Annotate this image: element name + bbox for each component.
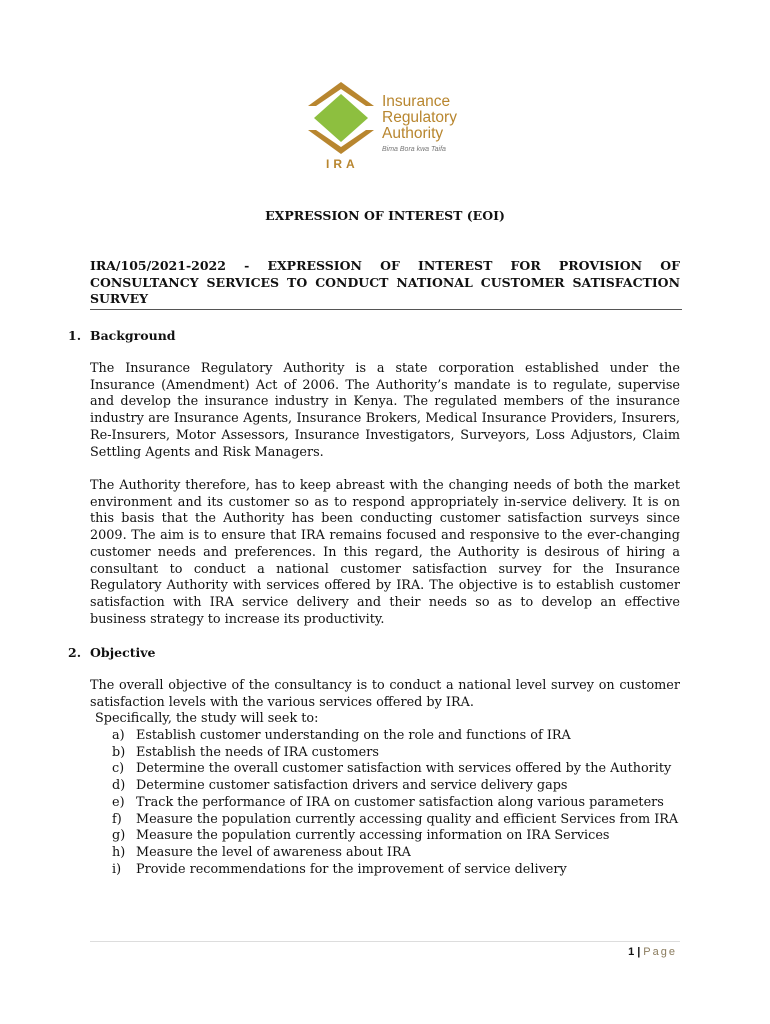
ira-emblem-icon	[306, 80, 376, 160]
list-item: h) Measure the level of awareness about IRA	[112, 844, 411, 860]
list-item: d) Determine customer satisfaction drivers and service delivery gaps	[112, 778, 568, 794]
objective-list	[95, 728, 680, 878]
list-item: i) Provide recommendations for the improvement of service delivery	[112, 861, 567, 877]
document-subject: IRA/105/2021-2022 - EXPRESSION OF INTEREST FOR PROVISION OF CONSULTANCY SERVICES TO CONDUCT NATIONAL CUSTOMER SATISFACTION SURVEY	[90, 258, 680, 306]
list-item: e) Track the performance of IRA on customer satisfaction along various parameters	[112, 794, 664, 810]
objective-paragraph: The overall objective of the consultancy is to conduct a national level survey on customer satisfaction levels with the various services offered by IRA.	[90, 678, 680, 710]
logo-name: Insurance Regulatory Authority	[382, 93, 457, 142]
list-item: c) Determine the overall customer satisfaction with services offered by the Authority	[112, 761, 672, 777]
background-paragraph-2: The Authority therefore, has to keep abreast with the changing needs of both the market environment and its customer so as to respond appropriately in-service delivery. It is on this basis that the Authority has been conducting customer satisfaction surveys since 2009. The aim is to ensure that IRA remains focused and responsive to the ever-changing customer needs and preferences. In this regard, the Authority is desirous of hiring a consultant to conduct a national customer satisfaction survey for the Insurance Regulatory Authority with services offered by IRA. The objective is to establish customer satisfaction with IRA service delivery and their needs so as to develop an effective business strategy to increase its productivity.	[90, 478, 680, 627]
footer-divider	[90, 941, 680, 942]
list-item: f) Measure the population currently accessing quality and efficient Services from IRA	[112, 811, 679, 827]
background-paragraph-1: The Insurance Regulatory Authority is a state corporation established under the Insurance (Amendment) Act of 2006. The Authority’s mandate is to regulate, supervise and develop the insurance industry in Kenya. The regulated members of the insurance industry are Insurance Agents, Insurance Brokers, Medical Insurance Providers, Insurers, Re-Insurers, Motor Assessors, Insurance Investigators, Surveyors, Loss Adjustors, Claim Settling Agents and Risk Managers.	[90, 361, 680, 460]
section-heading-objective: 2. Objective	[68, 645, 156, 660]
section-heading-background: 1. Background	[68, 328, 176, 343]
list-item: g) Measure the population currently accessing information on IRA Services	[112, 828, 610, 844]
ira-logo	[306, 80, 476, 176]
page-label: Page	[643, 946, 677, 958]
page-number: 1	[628, 946, 635, 958]
subject-divider	[90, 309, 682, 310]
logo-abbreviation: IRA	[326, 157, 359, 171]
page-footer: 1 | Page	[628, 946, 677, 958]
logo-tagline: Bima Bora kwa Taifa	[382, 146, 446, 153]
document-title: EXPRESSION OF INTEREST (EOI)	[265, 208, 505, 223]
list-item: b) Establish the needs of IRA customers	[112, 744, 379, 760]
list-item: a) Establish customer understanding on the role and functions of IRA	[112, 728, 571, 743]
objective-intro: Specifically, the study will seek to:	[95, 711, 319, 726]
